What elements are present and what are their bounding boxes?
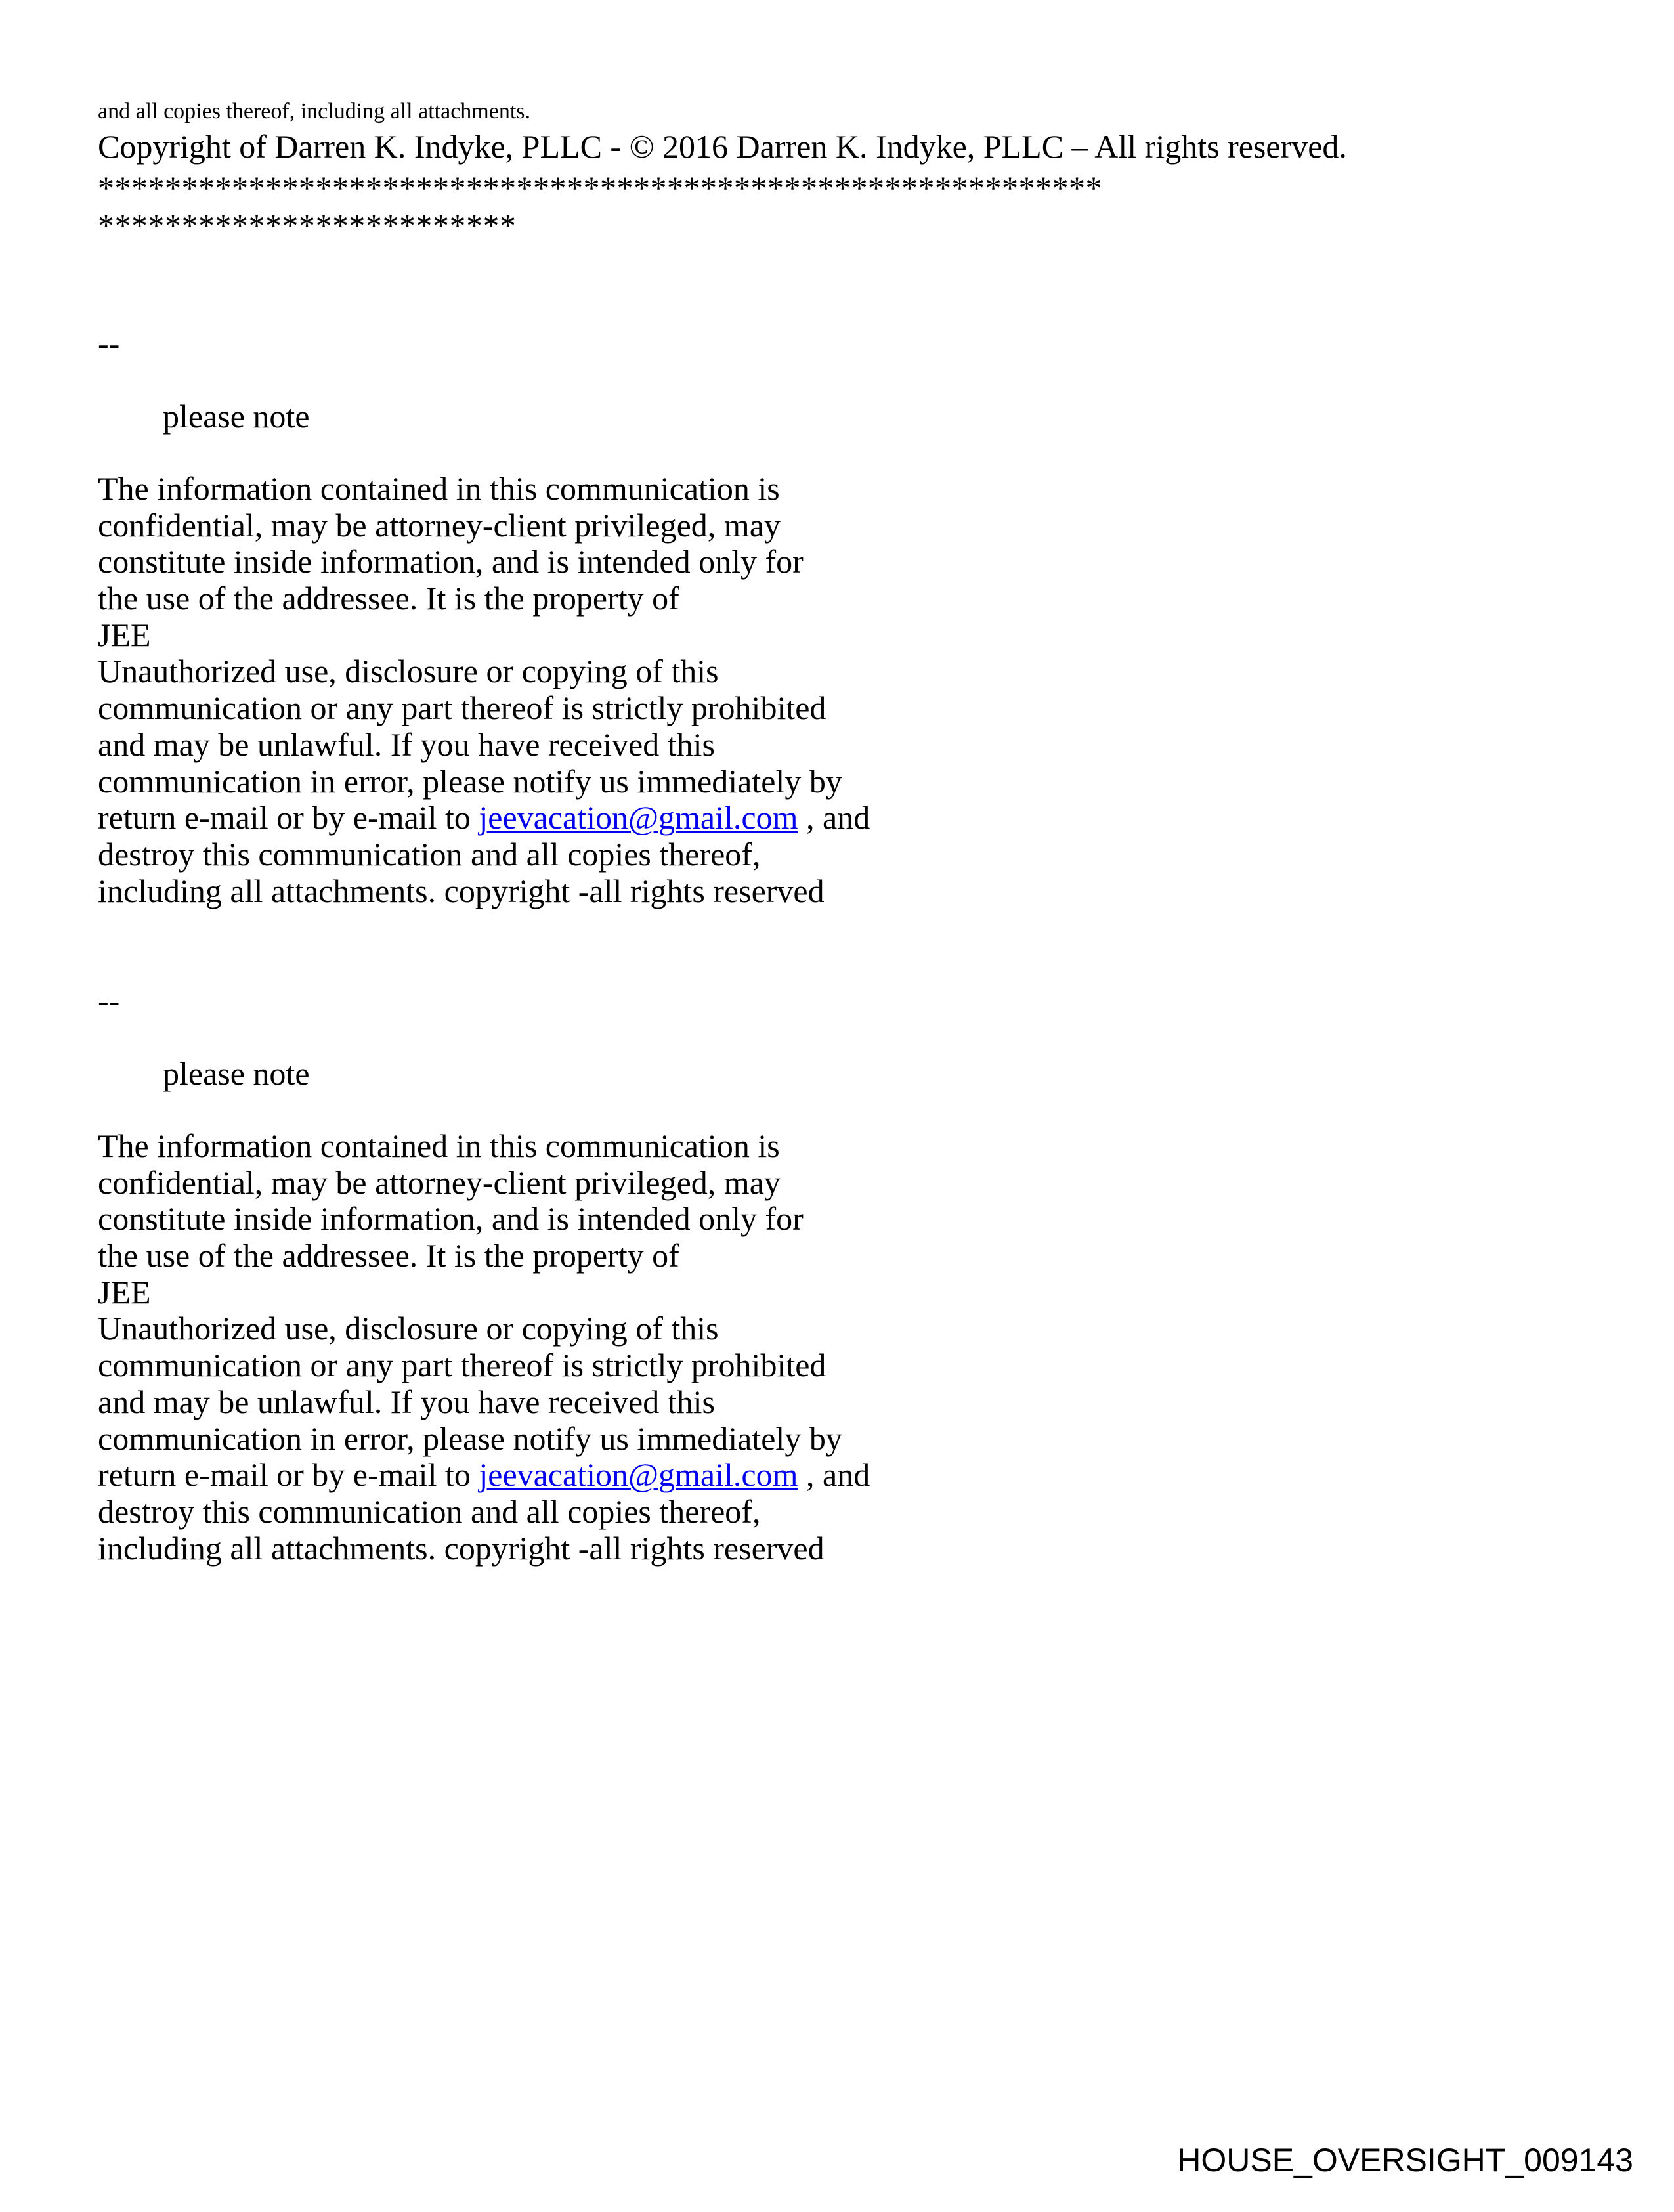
- separator-asterisks-row-1: ************************************************************: [98, 169, 1102, 206]
- text-line: and may be unlawful. If you have received this: [98, 726, 715, 763]
- disclaimer-paragraph-3: [98, 1494, 1017, 1567]
- text-line: Unauthorized use, disclosure or copying of this: [98, 1310, 719, 1347]
- text-line: and may be unlawful. If you have received this: [98, 1383, 715, 1420]
- email-line-suffix: , and: [798, 1456, 870, 1494]
- text-line: including all attachments. copyright -all rights reserved: [98, 872, 825, 909]
- text-line: destroy this communication and all copies thereof,: [98, 835, 761, 873]
- text-line: The information contained in this communication is: [98, 1127, 780, 1164]
- email-line: [98, 800, 1017, 836]
- email-line: [98, 1457, 1017, 1494]
- separator-asterisks-row-2: *************************: [98, 207, 517, 244]
- disclaimer-paragraph-1: [98, 1128, 1017, 1311]
- signature-separator: --: [98, 982, 120, 1019]
- property-owner: JEE: [98, 616, 151, 653]
- email-line-prefix: return e-mail or by e-mail to: [98, 799, 479, 836]
- text-line: the use of the addressee. It is the property of: [98, 580, 679, 617]
- text-line: the use of the addressee. It is the property of: [98, 1237, 679, 1274]
- text-line: constitute inside information, and is intended only for: [98, 1200, 804, 1238]
- disclaimer-paragraph-1: [98, 471, 1017, 653]
- email-link[interactable]: jeevacation@gmail.com: [479, 799, 798, 836]
- continued-text-line: and all copies thereof, including all attachments.: [98, 99, 530, 123]
- text-line: communication in error, please notify us immediately by: [98, 762, 842, 800]
- property-owner: JEE: [98, 1273, 151, 1311]
- text-line: communication or any part thereof is strictly prohibited: [98, 689, 826, 727]
- email-link[interactable]: jeevacation@gmail.com: [479, 1456, 798, 1494]
- email-line-suffix: , and: [798, 799, 870, 836]
- text-line: Unauthorized use, disclosure or copying of this: [98, 653, 719, 690]
- email-line-prefix: return e-mail or by e-mail to: [98, 1456, 479, 1494]
- please-note-heading: please note: [163, 1055, 310, 1092]
- disclaimer-block-1: [98, 325, 1017, 909]
- text-line: communication in error, please notify us immediately by: [98, 1420, 842, 1457]
- please-note-heading: please note: [163, 398, 310, 435]
- text-line: constitute inside information, and is intended only for: [98, 543, 804, 580]
- disclaimer-paragraph-3: [98, 836, 1017, 909]
- disclaimer-paragraph-2: [98, 653, 1017, 836]
- text-line: confidential, may be attorney-client privileged, may: [98, 1163, 781, 1201]
- copyright-line: Copyright of Darren K. Indyke, PLLC - © 2016 Darren K. Indyke, PLLC – All rights reserved.: [98, 128, 1347, 165]
- text-line: communication or any part thereof is strictly prohibited: [98, 1347, 826, 1384]
- text-line: confidential, may be attorney-client privileged, may: [98, 506, 781, 544]
- disclaimer-block-2: [98, 982, 1017, 1567]
- signature-separator: --: [98, 325, 120, 362]
- text-line: including all attachments. copyright -all rights reserved: [98, 1529, 825, 1567]
- text-line: The information contained in this communication is: [98, 470, 780, 507]
- bates-number: HOUSE_OVERSIGHT_009143: [1177, 2142, 1633, 2179]
- disclaimer-paragraph-2: [98, 1311, 1017, 1493]
- text-line: destroy this communication and all copies thereof,: [98, 1492, 761, 1530]
